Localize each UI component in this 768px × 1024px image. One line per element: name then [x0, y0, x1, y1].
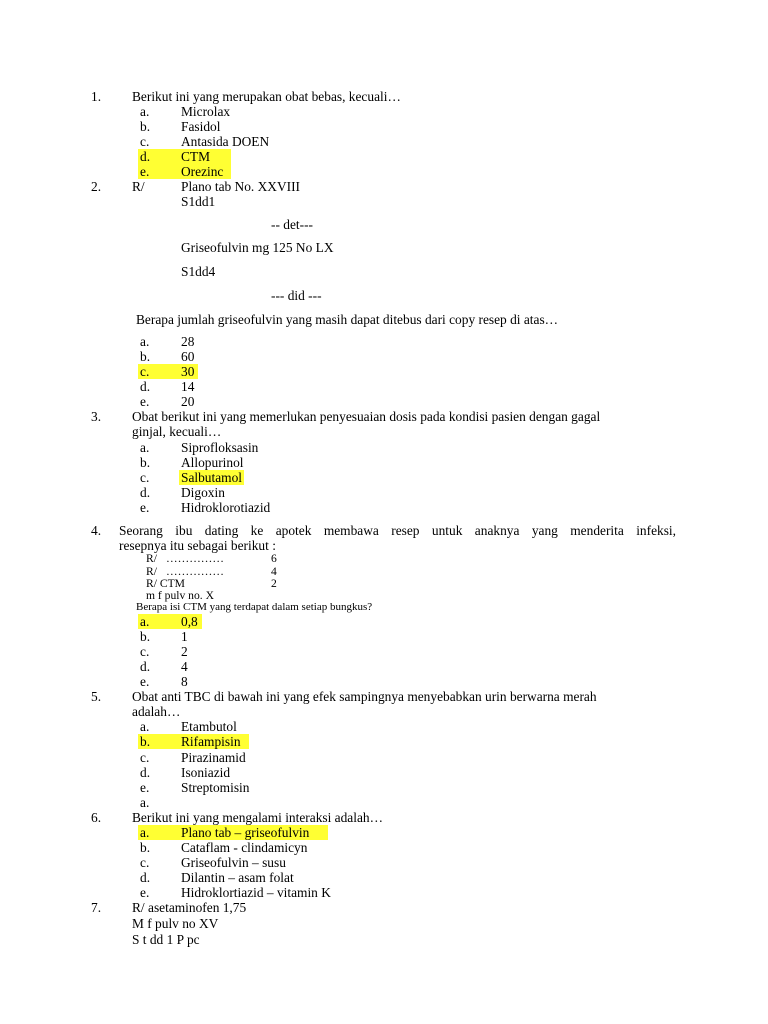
q5-opt-d-text: Isoniazid: [181, 765, 231, 780]
q6-opt-a-letter: a.: [140, 825, 150, 840]
q6-opt-c-letter: c.: [140, 855, 150, 870]
q1-opt-a-letter: a.: [140, 104, 150, 119]
q7-line-1: R/ asetaminofen 1,75: [132, 900, 247, 915]
q3-opt-d-text: Digoxin: [181, 485, 225, 500]
q2-question: Berapa jumlah griseofulvin yang masih dapat ditebus dari copy resep di atas…: [136, 312, 559, 327]
q2-opt-e-text: 20: [181, 394, 195, 409]
q1-opt-d-highlight: [138, 149, 231, 164]
q2-rx-symbol: R/: [132, 179, 145, 194]
q4-question: Berapa isi CTM yang terdapat dalam setiap bungkus?: [136, 601, 373, 613]
q6-opt-b-text: Cataflam - clindamicyn: [181, 840, 308, 855]
q5-opt-e-letter: e.: [140, 780, 150, 795]
q3-opt-a-text: Siprofloksasin: [181, 440, 259, 455]
q6-opt-b-letter: b.: [140, 840, 151, 855]
q2-opt-a-letter: a.: [140, 334, 150, 349]
q1-opt-e-text: Orezinc: [181, 164, 224, 179]
q7-line-3: S t dd 1 P pc: [132, 932, 200, 947]
q3-opt-c-text: Salbutamol: [181, 470, 242, 485]
q1-stem: Berikut ini yang merupakan obat bebas, kecuali…: [132, 89, 401, 104]
q4-rx2-symbol: R/: [146, 565, 157, 578]
q2-line-3: Griseofulvin mg 125 No LX: [181, 240, 334, 255]
q3-opt-a-letter: a.: [140, 440, 150, 455]
q1-opt-c-text: Antasida DOEN: [181, 134, 270, 149]
q3-stem-line-1: Obat berikut ini yang memerlukan penyesuaian dosis pada kondisi pasien dengan gagal: [132, 409, 601, 424]
q5-opt-a-text: Etambutol: [181, 719, 237, 734]
q3-opt-b-text: Allopurinol: [181, 455, 244, 470]
q3-opt-c-letter: c.: [140, 470, 150, 485]
q1-opt-d-letter: d.: [140, 149, 151, 164]
q6-opt-d-text: Dilantin – asam folat: [181, 870, 294, 885]
q6-opt-a-text: Plano tab – griseofulvin: [181, 825, 310, 840]
q7-number: 7.: [91, 900, 102, 915]
q5-opt-b-letter: b.: [140, 734, 151, 749]
q6-opt-a-highlight: [138, 825, 328, 840]
q4-rx3-amount: 2: [271, 577, 277, 590]
q6-opt-c-text: Griseofulvin – susu: [181, 855, 286, 870]
q5-opt-c-text: Pirazinamid: [181, 750, 246, 765]
q7-line-2: M f pulv no XV: [132, 916, 219, 931]
q5-number: 5.: [91, 689, 102, 704]
q4-opt-e-letter: e.: [140, 674, 150, 689]
q5-opt-c-letter: c.: [140, 750, 150, 765]
q4-opt-c-letter: c.: [140, 644, 150, 659]
q2-opt-e-letter: e.: [140, 394, 150, 409]
q3-opt-d-letter: d.: [140, 485, 151, 500]
q1-opt-c-letter: c.: [140, 134, 150, 149]
q2-line-2: S1dd1: [181, 194, 216, 209]
q2-number: 2.: [91, 179, 102, 194]
q4-opt-e-text: 8: [181, 674, 188, 689]
q3-stem-line-2: ginjal, kecuali…: [132, 424, 222, 439]
q2-opt-d-letter: d.: [140, 379, 151, 394]
q2-opt-a-text: 28: [181, 334, 195, 349]
q4-rx4: m f pulv no. X: [146, 589, 214, 602]
q4-stem-line-1: Seorang ibu dating ke apotek membawa resep untuk anaknya yang menderita infeksi,: [119, 523, 676, 538]
q4-rx2-amount: 4: [271, 565, 277, 578]
q6-opt-d-letter: d.: [140, 870, 151, 885]
q3-opt-e-text: Hidroklorotiazid: [181, 500, 271, 515]
q4-opt-d-letter: d.: [140, 659, 151, 674]
q3-opt-e-letter: e.: [140, 500, 150, 515]
q1-number: 1.: [91, 89, 102, 104]
q5-opt-b-text: Rifampisin: [181, 734, 241, 749]
q6-stem: Berikut ini yang mengalami interaksi adalah…: [132, 810, 384, 825]
q5-opt-d-letter: d.: [140, 765, 151, 780]
q2-did: --- did ---: [271, 288, 322, 303]
q4-rx1-symbol: R/: [146, 552, 157, 565]
q2-opt-b-text: 60: [181, 349, 195, 364]
q2-line-4: S1dd4: [181, 264, 216, 279]
q1-opt-e-highlight: [138, 164, 231, 179]
q4-opt-b-text: 1: [181, 629, 188, 644]
q4-opt-a-letter: a.: [140, 614, 150, 629]
q4-opt-c-text: 2: [181, 644, 188, 659]
q3-number: 3.: [91, 409, 102, 424]
q4-opt-b-letter: b.: [140, 629, 151, 644]
q5-stem-line-1: Obat anti TBC di bawah ini yang efek sampingnya menyebabkan urin berwarna merah: [132, 689, 597, 704]
q1-opt-d-text: CTM: [181, 149, 211, 164]
q6-opt-e-text: Hidroklortiazid – vitamin K: [181, 885, 331, 900]
q5-opt-e-text: Streptomisin: [181, 780, 250, 795]
q4-opt-d-text: 4: [181, 659, 188, 674]
q6-opt-e-letter: e.: [140, 885, 150, 900]
q2-opt-c-highlight: [138, 364, 198, 379]
q4-stem-line-2: resepnya itu sebagai berikut :: [119, 538, 276, 553]
q5-stem-line-2: adalah…: [132, 704, 181, 719]
q4-rx1-dots: ……………: [166, 552, 224, 565]
q2-line-1: Plano tab No. XXVIII: [181, 179, 301, 194]
q5-opt-b-highlight: [138, 734, 249, 749]
q5-opt-extra-letter: a.: [140, 795, 150, 810]
q2-opt-c-letter: c.: [140, 364, 150, 379]
q1-opt-b-letter: b.: [140, 119, 151, 134]
q2-opt-c-text: 30: [181, 364, 195, 379]
q4-opt-a-highlight: [138, 614, 202, 629]
q1-opt-e-letter: e.: [140, 164, 150, 179]
q4-number: 4.: [91, 523, 102, 538]
q4-rx3-symbol: R/ CTM: [146, 577, 185, 590]
q2-det: -- det---: [271, 217, 314, 232]
q2-opt-b-letter: b.: [140, 349, 151, 364]
q4-rx1-amount: 6: [271, 552, 277, 565]
q4-rx2-dots: ……………: [166, 565, 224, 578]
q5-opt-a-letter: a.: [140, 719, 150, 734]
q1-opt-b-text: Fasidol: [181, 119, 221, 134]
q1-opt-a-text: Microlax: [181, 104, 231, 119]
q3-opt-b-letter: b.: [140, 455, 151, 470]
q2-opt-d-text: 14: [181, 379, 195, 394]
q6-number: 6.: [91, 810, 102, 825]
q4-opt-a-text: 0,8: [181, 614, 198, 629]
